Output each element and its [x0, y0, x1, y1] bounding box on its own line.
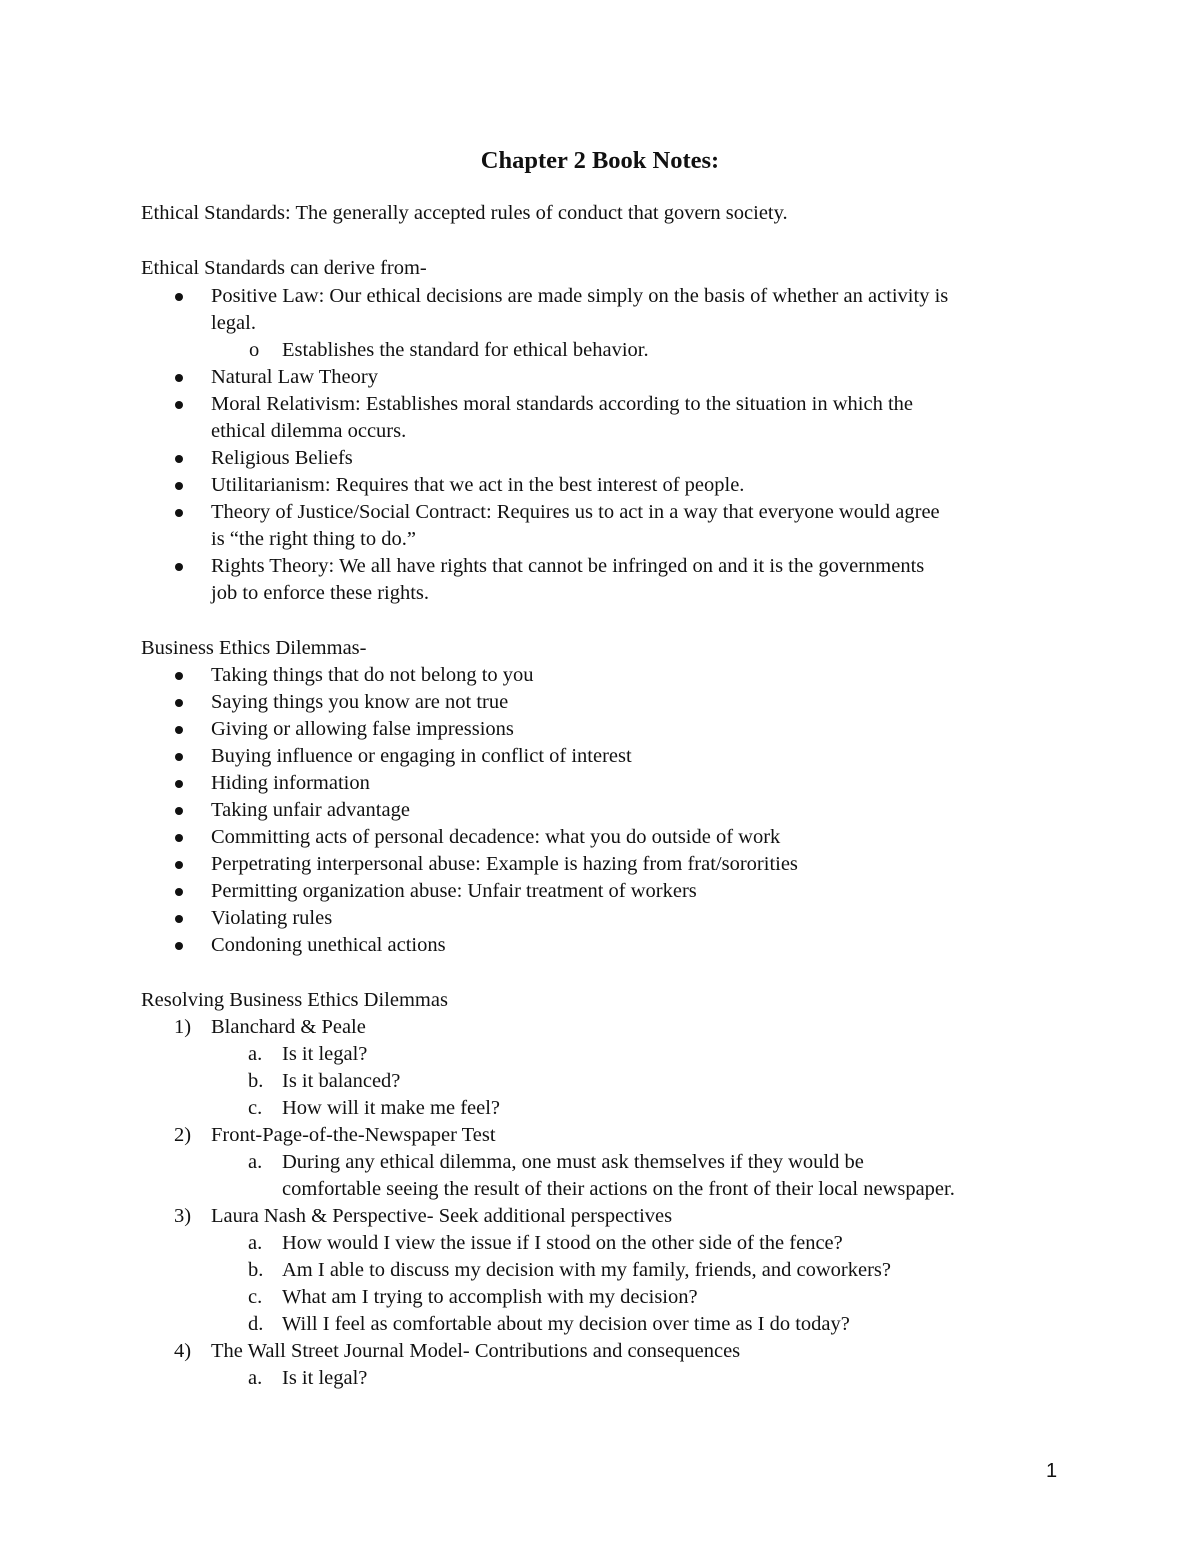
list-item-text: Committing acts of personal decadence: what you do outside of work [211, 826, 781, 848]
bullet-dot-icon [175, 807, 183, 815]
question-text: How would I view the issue if I stood on the other side of the fence? [282, 1232, 843, 1254]
bullet-dot-icon [175, 482, 183, 490]
section-heading-business-dilemmas: Business Ethics Dilemmas- [141, 637, 367, 659]
item-letter: b. [248, 1259, 264, 1281]
list-item-text: Buying influence or engaging in conflict of interest [211, 745, 632, 767]
list-item-text: Rights Theory: We all have rights that cannot be infringed on and it is the governments [211, 555, 925, 577]
list-item-text: Condoning unethical actions [211, 934, 446, 956]
list-item-text: Moral Relativism: Establishes moral standards according to the situation in which the [211, 393, 913, 415]
bullet-dot-icon [175, 455, 183, 463]
question-text: How will it make me feel? [282, 1097, 501, 1119]
bullet-dot-icon [175, 861, 183, 869]
question-text: Am I able to discuss my decision with my family, friends, and coworkers? [282, 1259, 891, 1281]
page-number: 1 [1046, 1460, 1058, 1482]
question-text: During any ethical dilemma, one must ask themselves if they would be [282, 1151, 864, 1173]
question-text: What am I trying to accomplish with my decision? [282, 1286, 698, 1308]
item-letter: a. [248, 1043, 263, 1065]
item-number: 4) [174, 1340, 192, 1362]
model-name: The Wall Street Journal Model- Contributions and consequences [211, 1340, 741, 1362]
definition-text: Ethical Standards: The generally accepted rules of conduct that govern society. [141, 202, 788, 224]
item-letter: b. [248, 1070, 264, 1092]
model-name: Blanchard & Peale [211, 1016, 366, 1038]
question-text: Is it balanced? [282, 1070, 401, 1092]
bullet-dot-icon [175, 888, 183, 896]
item-letter: d. [248, 1313, 264, 1335]
bullet-dot-icon [175, 834, 183, 842]
item-letter: a. [248, 1151, 263, 1173]
question-text: Will I feel as comfortable about my decision over time as I do today? [282, 1313, 850, 1335]
page-title: Chapter 2 Book Notes: [480, 147, 720, 174]
item-letter: a. [248, 1367, 263, 1389]
list-item-text: Taking things that do not belong to you [211, 664, 534, 686]
list-item-text: Utilitarianism: Requires that we act in the best interest of people. [211, 474, 745, 496]
model-name: Laura Nash & Perspective- Seek additional perspectives [211, 1205, 673, 1227]
list-item-text: Religious Beliefs [211, 447, 353, 469]
bullet-dot-icon [175, 563, 183, 571]
section-heading-resolving-dilemmas: Resolving Business Ethics Dilemmas [141, 989, 448, 1011]
item-letter: c. [248, 1097, 263, 1119]
section-heading-ethical-standards: Ethical Standards can derive from- [141, 257, 427, 279]
question-text-continued: comfortable seeing the result of their actions on the front of their local newspaper. [282, 1178, 955, 1200]
list-item-text: Giving or allowing false impressions [211, 718, 514, 740]
list-item-text: Positive Law: Our ethical decisions are made simply on the basis of whether an activity is [211, 285, 949, 307]
question-text: Is it legal? [282, 1043, 368, 1065]
list-item-text: Perpetrating interpersonal abuse: Example is hazing from frat/sororities [211, 853, 798, 875]
bullet-dot-icon [175, 753, 183, 761]
list-item-text: Theory of Justice/Social Contract: Requires us to act in a way that everyone would agree [211, 501, 940, 523]
item-number: 2) [174, 1124, 192, 1146]
bullet-dot-icon [175, 672, 183, 680]
list-item-text-continued: legal. [211, 312, 256, 334]
list-item-text-continued: job to enforce these rights. [211, 582, 430, 604]
list-item-text-continued: ethical dilemma occurs. [211, 420, 407, 442]
list-item-text: Permitting organization abuse: Unfair treatment of workers [211, 880, 697, 902]
list-item-text-continued: is “the right thing to do.” [211, 528, 416, 550]
item-number: 3) [174, 1205, 192, 1227]
item-number: 1) [174, 1016, 192, 1038]
list-item-text: Taking unfair advantage [211, 799, 410, 821]
bullet-dot-icon [175, 699, 183, 707]
sub-bullet-marker: o [249, 339, 260, 361]
bullet-dot-icon [175, 509, 183, 517]
list-item-text: Violating rules [211, 907, 333, 929]
bullet-dot-icon [175, 915, 183, 923]
list-item-text: Natural Law Theory [211, 366, 378, 388]
item-letter: c. [248, 1286, 263, 1308]
bullet-dot-icon [175, 726, 183, 734]
bullet-dot-icon [175, 374, 183, 382]
question-text: Is it legal? [282, 1367, 368, 1389]
model-name: Front-Page-of-the-Newspaper Test [211, 1124, 496, 1146]
bullet-dot-icon [175, 293, 183, 301]
bullet-dot-icon [175, 780, 183, 788]
list-item-text: Saying things you know are not true [211, 691, 509, 713]
list-item-text: Hiding information [211, 772, 370, 794]
list-item-text: Establishes the standard for ethical behavior. [282, 339, 649, 361]
item-letter: a. [248, 1232, 263, 1254]
bullet-dot-icon [175, 942, 183, 950]
bullet-dot-icon [175, 401, 183, 409]
